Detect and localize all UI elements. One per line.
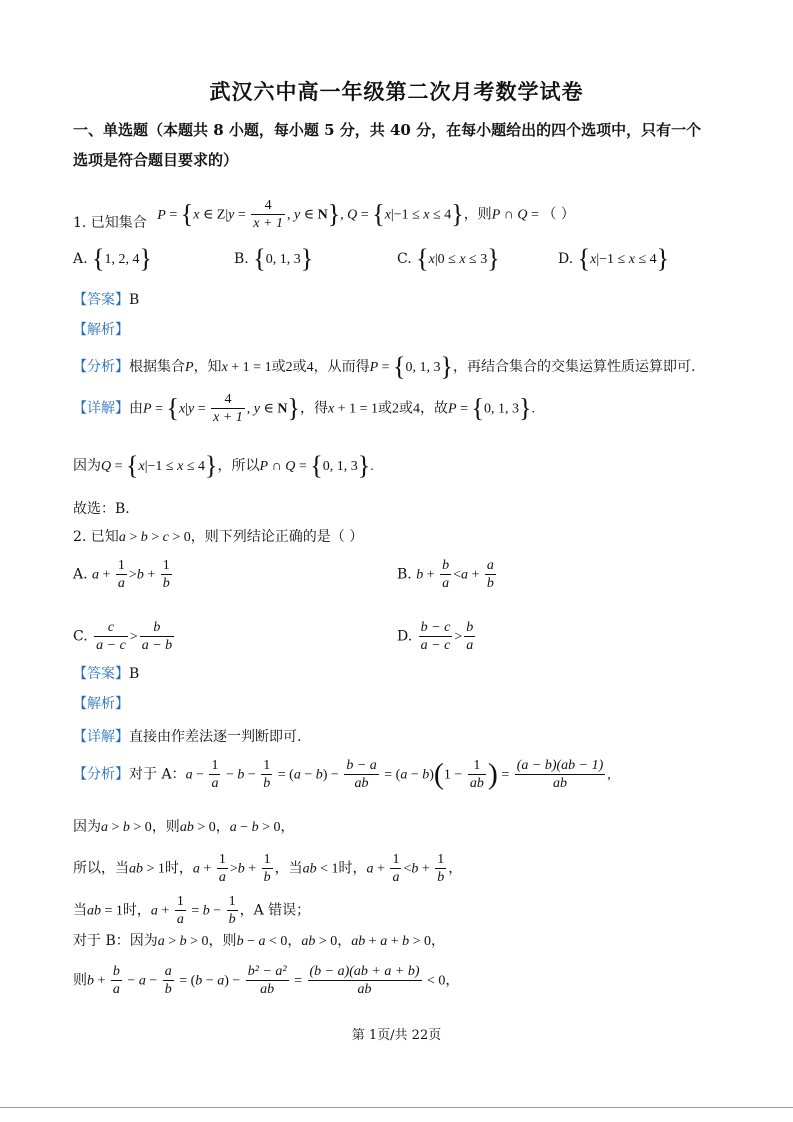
bottom-divider: [0, 1107, 793, 1108]
q1-option-b: B. {0, 1, 3}: [234, 244, 314, 273]
page-footer: 第 1页/共 22页: [351, 1028, 442, 1043]
q2-option-a: A. a + $\frac{1}{a}$ >b + $\frac{1}{b}$: [73, 558, 170, 591]
q2-analysis-tag: 【解析】: [73, 696, 129, 712]
q1-number: 1. 已知集合: [73, 215, 147, 231]
q2-option-d: D. $\frac{b - c}{a - c}$ > $\frac{b}{a}$: [397, 620, 474, 653]
q2-case1: 所以，当ab > 1时，a + $\frac{1}{a}$ >b + $\frac{1}{b}$ ，当ab < 1时，a + $\frac{1}{a}$ <b + $\frac{1}{b}$ ，: [73, 852, 463, 885]
q1-because: 因为Q = {x|−1 ≤ x ≤ 4}，所以P ∩ Q = {0, 1, 3}.: [73, 451, 374, 480]
q2-for-b-calc: 则b + $\frac{b}{a}$ − a − $\frac{a}{b}$ = (b − a) − $\frac{\text{b² − a²}}{ab}$ = $\frac{(b - a)(ab + a + b)}{ab}$ < 0，: [73, 964, 460, 997]
q1-option-a: A. {1, 2, 4}: [73, 244, 152, 273]
q2-option-b: B. b + $\frac{b}{a}$ <a + $\frac{a}{b}$: [397, 558, 494, 591]
q1-option-c: C. {x|0 ≤ x ≤ 3}: [397, 244, 500, 273]
q2-for-b: 对于 B：因为a > b > 0，则b − a < 0，ab > 0，ab + a + b > 0，: [73, 933, 445, 949]
q2-because: 因为a > b > 0，则ab > 0，a − b > 0，: [73, 819, 295, 835]
q1-blank: （ ）: [542, 206, 575, 223]
page-title: 武汉六中高一年级第二次月考数学试卷: [209, 79, 584, 104]
q2-option-c: C. $\frac{c}{a - c}$ > $\frac{b}{a - b}$: [73, 620, 173, 653]
section-heading-line1: 一、单选题（本题共 8 小题，每小题 5 分，共 40 分，在每小题给出的四个选项中，只有一个: [73, 121, 702, 139]
q1-tail: ，则: [463, 206, 492, 223]
q2-fenxi-a: 【分析】对于 A：a − $\frac{1}{a}$ − b − $\frac{1}{b}$ = (a − b) − $\frac{b - a}{ab}$ = (a − b)(1 − $\frac{1}{ab}$ ) = $\frac{(a - b)(ab - 1)}{ab}$ ,: [73, 757, 611, 791]
q1-analysis-tag: 【解析】: [73, 322, 129, 338]
q1-stem: 1. 已知集合 P = {x ∈ Z|y = $\frac{4}{x + 1}$ , y ∈ N}, Q = {x|−1 ≤ x ≤ 4}，则P ∩ Q = （ ）: [73, 190, 575, 232]
q2-detail: 【详解】直接由作差法逐一判断即可.: [73, 729, 302, 745]
q1-analysis: 【分析】根据集合P，知x + 1 = 1或2或4，从而得P = {0, 1, 3}，再结合集合的交集运算性质运算即可.: [73, 352, 696, 381]
section-heading-line2: 选项是符合题目要求的）: [73, 151, 239, 169]
q2-stem: 2. 已知a > b > c > 0，则下列结论正确的是（ ）: [73, 529, 364, 545]
q1-option-d: D. {x|−1 ≤ x ≤ 4}: [558, 244, 670, 273]
q1-detail: 【详解】由P = {x|y = $\frac{4}{x + 1}$ , y ∈ N}，得x + 1 = 1或2或4，故P = {0, 1, 3}.: [73, 392, 535, 425]
q2-answer: 【答案】B: [73, 666, 140, 682]
q2-case2: 当ab = 1时，a + $\frac{1}{a}$ = b − $\frac{1}{b}$ ，A 错误；: [73, 894, 311, 927]
q1-conclusion: 故选：B.: [73, 501, 130, 517]
q1-answer: 【答案】B: [73, 292, 140, 308]
